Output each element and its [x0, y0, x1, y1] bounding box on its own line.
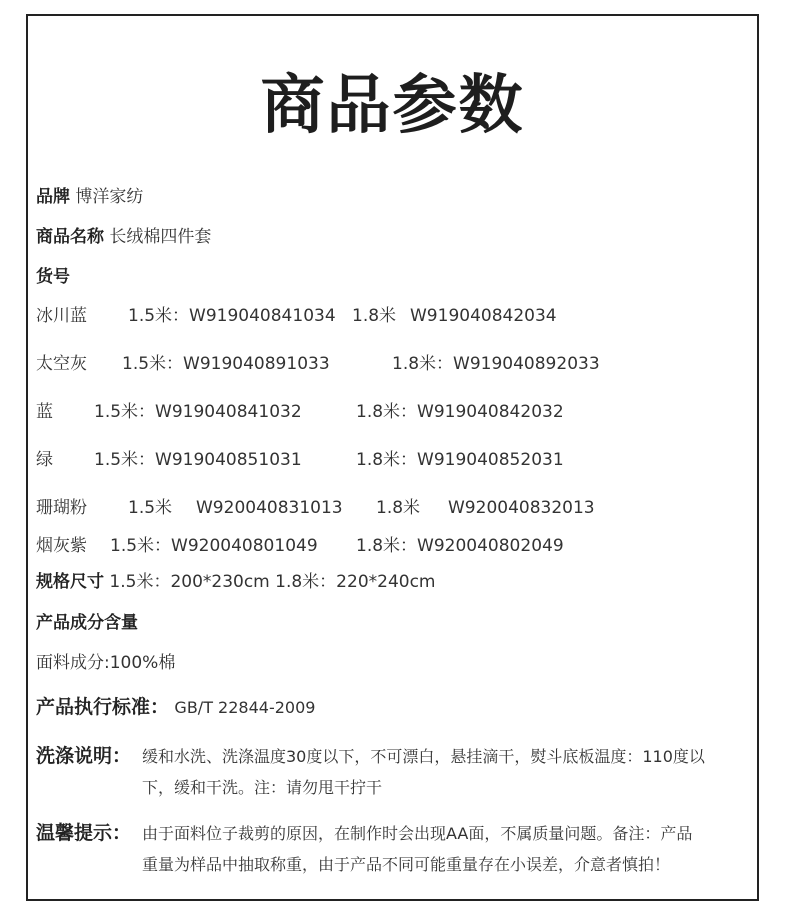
page-title: 商品参数 [260, 69, 525, 143]
sku-label-row [36, 267, 70, 287]
tips [36, 818, 756, 880]
sku-color: 烟灰紫 [36, 536, 87, 556]
composition-value-row [36, 653, 175, 673]
sku-size-2: 1.8米：W919040852031 [356, 450, 564, 470]
sku-code-1: W920040831013 [196, 498, 343, 518]
brand-value: 博洋家纺 [75, 187, 144, 207]
sku-label: 货号 [36, 267, 70, 287]
sku-size-1: 1.5米：W919040851031 [94, 450, 302, 470]
sku-code-2: W920040832013 [448, 498, 595, 518]
tips-line-1: 由于面料位子裁剪的原因，在制作时会出现AA面，不属质量问题。备注：产品 [142, 824, 693, 843]
sku-size-2: 1.8米：W920040802049 [356, 536, 564, 556]
product-name-label: 商品名称 [36, 227, 104, 247]
sku-size-2: 1.8米 [376, 498, 421, 518]
washing-instructions [36, 741, 756, 803]
sku-size-2: 1.8米：W919040892033 [392, 354, 600, 374]
sku-color: 绿 [36, 450, 53, 470]
sku-size-2: 1.8米：W919040842032 [356, 402, 564, 422]
product-name-row [36, 227, 211, 247]
sku-color: 珊瑚粉 [36, 498, 87, 518]
spec-row [36, 572, 436, 592]
washing-line-2: 下，缓和干洗。注：请勿甩干拧干 [142, 778, 383, 797]
sku-size-1: 1.5米：W919040841032 [94, 402, 302, 422]
composition-label-row [36, 613, 138, 633]
tips-label: 温馨提示： [36, 822, 132, 844]
sku-size-2: 1.8米 [352, 306, 397, 326]
sku-size-1: 1.5米：W919040891033 [122, 354, 330, 374]
sku-color: 太空灰 [36, 354, 87, 374]
sku-color: 冰川蓝 [36, 306, 87, 326]
brand-label: 品牌 [36, 187, 70, 207]
washing-line-1: 缓和水洗、洗涤温度30度以下，不可漂白，悬挂滴干，熨斗底板温度：110度以 [142, 747, 705, 766]
sku-size-1: 1.5米 [128, 498, 173, 518]
sku-size-1: 1.5米：W920040801049 [110, 536, 318, 556]
product-params-sheet [26, 14, 759, 901]
brand-row [36, 187, 143, 207]
standard-label: 产品执行标准： [36, 696, 170, 718]
washing-label: 洗涤说明： [36, 745, 132, 767]
sku-color: 蓝 [36, 402, 53, 422]
sku-size-1: 1.5米：W919040841034 [128, 306, 336, 326]
tips-line-2: 重量为样品中抽取称重，由于产品不同可能重量存在小误差，介意者慎拍！ [142, 855, 671, 874]
sku-code-2: W919040842034 [410, 306, 557, 326]
composition-label: 产品成分含量 [36, 613, 138, 633]
standard-value: GB/T 22844-2009 [174, 698, 316, 717]
product-name-value: 长绒棉四件套 [109, 227, 212, 247]
standard-row [36, 696, 315, 719]
spec-label: 规格尺寸 [36, 572, 104, 592]
composition-value: 面料成分:100%棉 [36, 653, 176, 673]
spec-value: 1.5米：200*230cm 1.8米：220*240cm [109, 572, 436, 592]
